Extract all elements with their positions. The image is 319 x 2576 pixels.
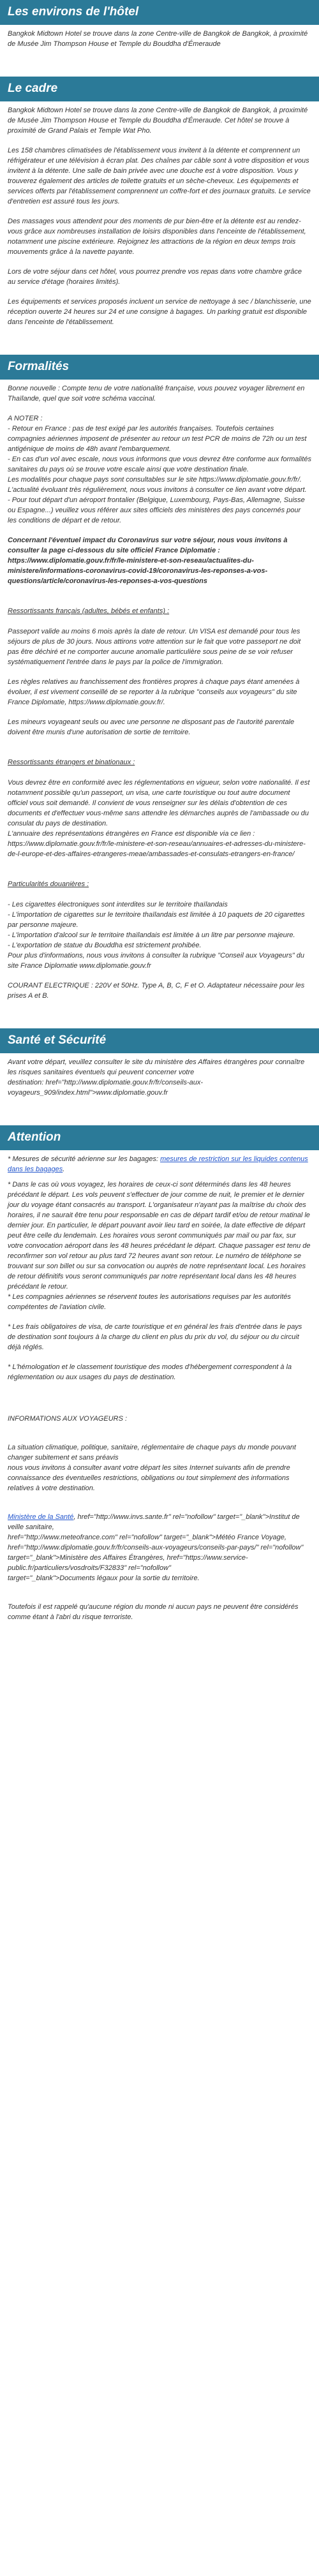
- attention-security-suffix: .: [63, 1166, 65, 1173]
- customs-body: - Les cigarettes électroniques sont interdites sur le territoire thaïlandais - L'importation de cigarettes sur le territoire thaïlandais est limitée à 10 paquets de 20 cigarettes par personne majeure. - L'importation d'alcool sur le territoire thaïlandais est limitée à un litre par personne majeure. - L'exportation de statue du Bouddha est strictement prohibée. Pour plus d'informations, nous vous invitons à consulter la rubrique "Conseil aux Voyageurs" du site France Diplomatie www.diplomatie.gouv.fr: [8, 901, 305, 970]
- section-sante: [0, 1028, 319, 1116]
- info-paragraph-1: La situation climatique, politique, sanitaire, réglementaire de chaque pays du monde pouvant changer subitement et sans préavis nous vous invitons à consulter avant votre départ les sites Internet suivants afin de prendre connaissance des éventuelles restrictions, obligations ou tout simplement des informations relatives à votre destination.: [8, 1444, 296, 1492]
- residents-body: Passeport valide au moins 6 mois après la date de retour. Un VISA est demandé pour tous les séjours de plus de 30 jours. Nous attirons votre attention sur le fait que votre passeport ne doit pas être déchiré et ne comporter aucune anomalie particulière sous peine de se voir refuser systématiquement l'entrée dans le pays par la police de l'immigration.: [8, 628, 301, 666]
- formalites-residents: [8, 596, 311, 667]
- attention-paragraph-4: * L'hémologation et le classement touristique des modes d'hébergement correspondent à la réglementation ou aux usages du pays de destination.: [8, 1363, 292, 1381]
- section-title-attention: Attention: [0, 1125, 319, 1150]
- info-paragraph-2-rest: , href="http://www.invs.sante.fr" rel="nofollow" target="_blank">Institut de veille sanitaire, href="http://www.meteofrance.com" rel="nofollow" target="_blank">Météo France Voyage, href="http://www.diplomatie.gouv.fr/fr/conseils-aux-voyageurs/conseils-par-pays/" rel="nofollow" target="_blank">Ministère des Affaires Étrangères, href="https://www.service-public.fr/particuliers/vosdroits/F32833" rel="nofollow" target="_blank">Documents légaux pour la sortie du territoire.: [8, 1513, 304, 1582]
- attention-paragraph-2: * Dans le cas où vous voyagez, les horaires de ceux-ci sont déterminés dans les 48 heures précédant le départ. Les vols peuvent s'effectuer de jour comme de nuit, le premier et le dernier jour du voyage étant consacrés au transport. L'organisateur n'ayant pas la maîtrise du choix des horaires, il ne saurait être tenu pour responsable en cas de départ tardif et/ou de retour matinal le dernier jour. En particulier, le départ pouvant avoir lieu tard en soirée, la date effective de départ peut être celle du lendemain. Les horaires vous seront communiqués par mail ou par fax, sur votre convocation aéroport dans les 48 heures précédant le départ. Chaque passager est tenu de reconfirmer son vol retour au plus tard 72 heures avant son retour. Le numéro de téléphone se trouvant sur son billet ou sur sa convocation ou auprès de notre représentant local. Les horaires de retour définitifs vous seront communiqués par notre représentant local dans les 48 heures précédant le retour. * Les compagnies aériennes se réservent toutes les autorisations requises par les autorités compétentes de l'aviation civile.: [8, 1181, 311, 1311]
- formalites-rules: Les règles relatives au franchissement des frontières propres à chaque pays étant amenées à évoluer, il est vivement conseillé de se reporter à la rubrique "conseils aux voyageurs" du site France Diplomatie, https://www.diplomatie.gouv.fr/.: [8, 678, 300, 706]
- section-title-cadre: Le cadre: [0, 77, 319, 101]
- formalites-customs: [8, 869, 311, 971]
- cadre-paragraph-1: Bangkok Midtown Hotel se trouve dans la zone Centre-ville de Bangkok de Bangkok, à proximité de Musée Jim Thompson House et Temple du Bouddha d'Émeraude. Cet hôtel se trouve à proximité de Grand Palais et Temple Wat Pho.: [8, 107, 308, 135]
- attention-security-prefix: * Mesures de sécurité aérienne sur les bagages:: [8, 1155, 161, 1163]
- formalites-minors: Les mineurs voyageant seuls ou avec une personne ne disposant pas de l'autorité parentale doivent être munis d'une autorisation de sortie de territoire.: [8, 718, 295, 736]
- cadre-paragraph-5: Les équipements et services proposés incluent un service de nettoyage à sec / blanchisserie, une réception ouverte 24 heures sur 24 et une consigne à bagages. Un parking gratuit est disponible dans l'enceinte de l'établissement.: [8, 298, 311, 326]
- foreign-body: Vous devrez être en conformité avec les réglementations en vigueur, selon votre nationalité. Il est notamment possible qu'un passeport, un visa, une carte touristique ou tout autre document officiel vous soit demandé. Il convient de vous renseigner sur les délais d'obtention de ces documents et d'effectuer vous-même sans attendre les démarches auprès de l'ambassade ou du consulat du pays de destination. L'annuaire des représentations étrangères en France est disponible via ce lien : https://www.diplomatie.gouv.fr/fr/le-ministere-et-son-reseau/annuaires-et-adresses-du-ministere-de-l-europe-et-des-affaires-etrangeres-meae/ambassades-et-consulats-etrangers-en-france/: [8, 779, 310, 858]
- formalites-covid: Concernant l'éventuel impact du Coronavirus sur votre séjour, nous vous invitons à consulter la page ci-dessous du site officiel France Diplomatie : https://www.diplomatie.gouv.fr/fr/le-ministere-et-son-reseau/actualites-du-ministere/informations-coronavirus-covid-19/coronavirus-les-reponses-a-vos-questions/article/coronavirus-les-reponses-a-vos-questions: [8, 537, 288, 585]
- formalites-note: A NOTER : - Retour en France : pas de test exigé par les autorités françaises. Toutefois certaines compagnies aériennes imposent de présenter au retour un test PCR de moins de 72h ou un test antigénique de moins de 48h avant l'embarquement. - En cas d'un vol avec escale, nous vous informons que vous devrez être conforme aux formalités sanitaires du pays où se trouve votre escale ainsi que votre destination finale. Les modalités pour chaque pays sont consultables sur le site https://www.diplomatie.gouv.fr/fr/. L'actualité évoluant très régulièrement, nous vous invitons à consulter ce lien avant votre départ. - Pour tout départ d'un aéroport frontalier (Belgique, Luxembourg, Pays-Bas, Allemagne, Suisse ou Espagne...) veuillez vous référer aux sites officiels des ministères des pays concernés pour les conditions de départ et de retour.: [8, 415, 311, 524]
- section-title-formalites: Formalités: [0, 355, 319, 380]
- attention-paragraph-3: * Les frais obligatoires de visa, de carte touristique et en général les frais d'entrée dans le pays de destination sont toujours à la charge du client en plus du prix du vol, du séjour ou du circuit déjà réglés.: [8, 1323, 302, 1351]
- environs-paragraph: Bangkok Midtown Hotel se trouve dans la zone Centre-ville de Bangkok de Bangkok, à proximité de Musée Jim Thompson House et Temple du Bouddha d'Émeraude: [8, 30, 308, 48]
- sante-paragraph: Avant votre départ, veuillez consulter le site du ministère des Affaires étrangères pour connaître les risques sanitaires éventuels qui peuvent concerner votre destination: href="http://www.diplomatie.gouv.fr/fr/conseils-aux-voyageurs_909/index.html">www.diplomatie.gouv.fr: [8, 1058, 305, 1097]
- residents-heading: Ressortissants français (adultes, bébés et enfants) :: [8, 607, 170, 615]
- cadre-paragraph-3: Des massages vous attendent pour des moments de pur bien-être et la détente est au rendez-vous grâce aux nombreuses installation de loisirs disponibles dans l'enceinte de l'établissement, notamment une piscine extérieure. Rejoignez les attractions de la région en deux temps trois mouvements grâce à la navette payante.: [8, 218, 306, 256]
- cadre-paragraph-2: Les 158 chambres climatisées de l'établissement vous invitent à la détente et comprennent un réfrigérateur et une télévision à écran plat. Des chaînes par câble sont à votre disposition et vous invitent à la détente. Une salle de bain privée avec une douche est à votre disposition. Vous y trouverez également des articles de toilette gratuits et un sèche-cheveux. Les équipements et services offerts par l'établissement comprennent un coffre-fort et des journaux gratuits. Le service d'entretien est assuré tous les jours.: [8, 147, 311, 205]
- section-cadre: [0, 77, 319, 346]
- attention-security-line: [8, 1154, 311, 1174]
- ministere-sante-link[interactable]: Ministère de la Santé: [8, 1513, 74, 1521]
- info-paragraph-2: [8, 1512, 311, 1583]
- section-environs: [0, 0, 319, 68]
- formalites-power: COURANT ELECTRIQUE : 220V et 50Hz. Type A, B, C, F et O. Adaptateur nécessaire pour les prises A et B.: [8, 982, 305, 1000]
- section-formalites: [0, 355, 319, 1019]
- section-title-environs: Les environs de l'hôtel: [0, 0, 319, 25]
- section-attention: [0, 1125, 319, 1631]
- liquids-restriction-link[interactable]: mesures de restriction sur les liquides contenus dans les bagages: [8, 1155, 308, 1173]
- formalites-intro: Bonne nouvelle : Compte tenu de votre nationalité française, vous pouvez voyager librement en Thaïlande, quel que soit votre schéma vaccinal.: [8, 385, 305, 403]
- formalites-foreign: [8, 747, 311, 859]
- foreign-heading: Ressortissants étrangers et binationaux :: [8, 759, 135, 766]
- info-title: INFORMATIONS AUX VOYAGEURS :: [8, 1415, 128, 1423]
- customs-heading: Particularités douanières :: [8, 880, 89, 888]
- cadre-paragraph-4: Lors de votre séjour dans cet hôtel, vous pourrez prendre vos repas dans votre chambre grâce au service d'étage (horaires limités).: [8, 268, 302, 286]
- section-title-sante: Santé et Sécurité: [0, 1028, 319, 1053]
- info-paragraph-3: Toutefois il est rappelé qu'aucune région du monde ni aucun pays ne peuvent être considérés comme étant à l'abri du risque terroriste.: [8, 1603, 299, 1621]
